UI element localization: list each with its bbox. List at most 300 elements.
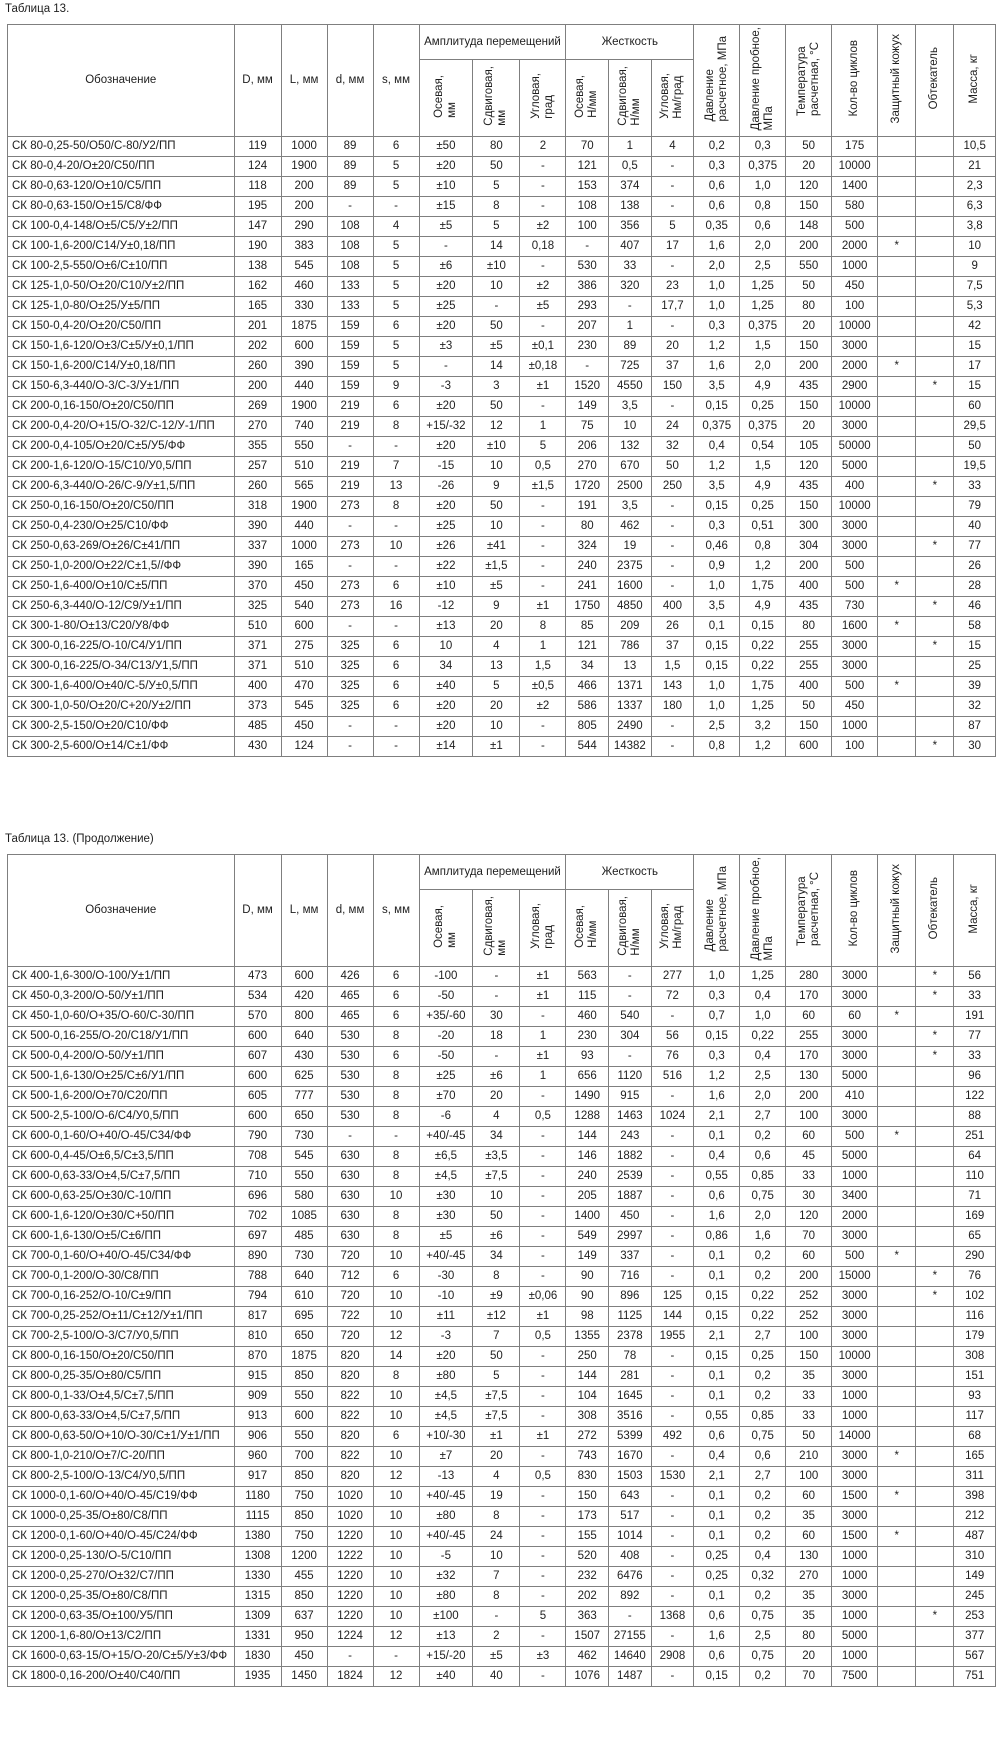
- cell-cover: [878, 1667, 916, 1687]
- cell-liner: [916, 437, 954, 457]
- cell-temperature: 200: [786, 1267, 832, 1287]
- table-row: [8, 1607, 996, 1627]
- cell-amp-axial: ±3: [419, 337, 473, 357]
- cell-cover: [878, 1427, 916, 1447]
- cell-designation: СК 1000-0,1-60/О+40/О-45/С19/ФФ: [8, 1487, 235, 1507]
- cell-L: 730: [281, 1127, 327, 1147]
- cell-mass: 245: [954, 1587, 996, 1607]
- cell-liner: *: [916, 1607, 954, 1627]
- cell-d: 159: [327, 337, 373, 357]
- cell-amp-axial: -15: [419, 457, 473, 477]
- cell-L: 545: [281, 697, 327, 717]
- cell-liner: [916, 557, 954, 577]
- cell-designation: СК 80-0,25-50/О50/С-80/У2/ПП: [8, 137, 235, 157]
- cell-stiff-angular: -: [651, 1447, 694, 1467]
- cell-d: 630: [327, 1167, 373, 1187]
- cell-amp-shear: 4: [473, 1467, 520, 1487]
- cell-s: 12: [373, 1627, 419, 1647]
- header-stiff-angular-label: Угловая, Нм/град: [659, 73, 685, 119]
- cell-temperature: 33: [786, 1167, 832, 1187]
- cell-d: 219: [327, 417, 373, 437]
- cell-amp-axial: ±5: [419, 1227, 473, 1247]
- cell-stiff-angular: 4: [651, 137, 694, 157]
- cell-stiff-shear: 1503: [609, 1467, 652, 1487]
- cell-stiff-shear: 725: [609, 357, 652, 377]
- cell-amp-axial: ±14: [419, 737, 473, 757]
- cell-amp-shear: -: [473, 987, 520, 1007]
- table-row: [8, 237, 996, 257]
- cell-stiff-shear: 19: [609, 537, 652, 557]
- cell-mass: 567: [954, 1647, 996, 1667]
- cell-pressure-calc: 1,0: [694, 297, 740, 317]
- cell-pressure-test: 1,2: [740, 557, 786, 577]
- cell-designation: СК 300-2,5-150/О±20/С10/ФФ: [8, 717, 235, 737]
- table-row: [8, 1547, 996, 1567]
- cell-stiff-angular: 50: [651, 457, 694, 477]
- cell-cover: [878, 1647, 916, 1667]
- cell-mass: 212: [954, 1507, 996, 1527]
- cell-amp-axial: -13: [419, 1467, 473, 1487]
- cell-cycles: 1000: [832, 1407, 878, 1427]
- cell-liner: [916, 1007, 954, 1027]
- cell-pressure-test: 0,2: [740, 1487, 786, 1507]
- cell-L: 730: [281, 1247, 327, 1267]
- table-row: [8, 1647, 996, 1667]
- cell-amp-angular: ±3: [520, 1647, 566, 1667]
- cell-stiff-angular: 143: [651, 677, 694, 697]
- cell-stiff-angular: 56: [651, 1027, 694, 1047]
- cell-amp-shear: 13: [473, 657, 520, 677]
- cell-pressure-calc: 0,55: [694, 1167, 740, 1187]
- cell-amp-axial: ±20: [419, 697, 473, 717]
- cell-pressure-calc: 1,0: [694, 967, 740, 987]
- cell-stiff-shear: 304: [609, 1027, 652, 1047]
- cell-cover: [878, 1347, 916, 1367]
- cell-stiff-axial: 108: [566, 197, 609, 217]
- cell-stiff-shear: -: [609, 1607, 652, 1627]
- cell-designation: СК 250-1,6-400/О±10/С±5/ПП: [8, 577, 235, 597]
- cell-stiff-angular: -: [651, 1407, 694, 1427]
- cell-amp-shear: 7: [473, 1327, 520, 1347]
- cell-designation: СК 700-0,1-60/О+40/О-45/С34/ФФ: [8, 1247, 235, 1267]
- cell-stiff-axial: 230: [566, 337, 609, 357]
- cell-D: 600: [234, 1027, 281, 1047]
- cell-pressure-test: 0,25: [740, 497, 786, 517]
- cell-pressure-test: 0,375: [740, 417, 786, 437]
- cell-designation: СК 300-0,16-225/О-34/С13/У1,5/ПП: [8, 657, 235, 677]
- table-row: [8, 1207, 996, 1227]
- table-row: [8, 1327, 996, 1347]
- cell-temperature: 35: [786, 1507, 832, 1527]
- cell-stiff-shear: 14382: [609, 737, 652, 757]
- cell-D: 890: [234, 1247, 281, 1267]
- cell-stiff-angular: -: [651, 1347, 694, 1367]
- cell-mass: 29,5: [954, 417, 996, 437]
- cell-pressure-calc: 0,15: [694, 1307, 740, 1327]
- cell-cover: [878, 197, 916, 217]
- cell-L: 777: [281, 1087, 327, 1107]
- cell-pressure-test: 0,3: [740, 137, 786, 157]
- cell-cycles: 2000: [832, 1207, 878, 1227]
- header-amp-shear-label: Сдвиговая, мм: [483, 66, 509, 126]
- cell-designation: СК 250-6,3-440/О-12/С9/У±1/ПП: [8, 597, 235, 617]
- cell-L: 440: [281, 517, 327, 537]
- cell-liner: [916, 1067, 954, 1087]
- cell-amp-axial: -100: [419, 967, 473, 987]
- cell-L: 1450: [281, 1667, 327, 1687]
- cell-amp-axial: ±11: [419, 1307, 473, 1327]
- cell-s: 9: [373, 377, 419, 397]
- cell-temperature: 100: [786, 1327, 832, 1347]
- cell-liner: [916, 1647, 954, 1667]
- cell-amp-angular: -: [520, 497, 566, 517]
- table-row: [8, 297, 996, 317]
- cell-d: 89: [327, 137, 373, 157]
- cell-amp-angular: ±0,18: [520, 357, 566, 377]
- cell-cover: [878, 417, 916, 437]
- cell-mass: 76: [954, 1267, 996, 1287]
- cell-stiff-angular: 150: [651, 377, 694, 397]
- cell-liner: [916, 1407, 954, 1427]
- cell-temperature: 550: [786, 257, 832, 277]
- cell-designation: СК 800-1,0-210/О±7/С-20/ПП: [8, 1447, 235, 1467]
- header-liner: [916, 855, 954, 967]
- cell-L: 600: [281, 617, 327, 637]
- cell-cover: [878, 1107, 916, 1127]
- cell-stiff-shear: 33: [609, 257, 652, 277]
- cell-D: 794: [234, 1287, 281, 1307]
- cell-d: -: [327, 617, 373, 637]
- cell-stiff-axial: 232: [566, 1567, 609, 1587]
- cell-temperature: 435: [786, 377, 832, 397]
- cell-d: 273: [327, 577, 373, 597]
- table-caption-continuation: Таблица 13. (Продолжение): [5, 833, 154, 845]
- cell-cycles: 1500: [832, 1527, 878, 1547]
- cell-L: 290: [281, 217, 327, 237]
- cell-amp-shear: 3: [473, 377, 520, 397]
- cell-d: 1220: [327, 1587, 373, 1607]
- cell-D: 485: [234, 717, 281, 737]
- cell-cycles: 10000: [832, 157, 878, 177]
- cell-amp-shear: ±7,5: [473, 1167, 520, 1187]
- cell-cover: [878, 1387, 916, 1407]
- cell-pressure-test: 0,15: [740, 617, 786, 637]
- cell-amp-axial: ±80: [419, 1507, 473, 1527]
- cell-stiff-axial: 207: [566, 317, 609, 337]
- cell-stiff-angular: -: [651, 1247, 694, 1267]
- cell-designation: СК 1600-0,63-15/О+15/О-20/С±5/У±3/ФФ: [8, 1647, 235, 1667]
- cell-cycles: 500: [832, 1247, 878, 1267]
- cell-stiff-axial: 93: [566, 1047, 609, 1067]
- cell-amp-angular: -: [520, 517, 566, 537]
- header-liner: [916, 25, 954, 137]
- cell-designation: СК 125-1,0-80/О±25/У±5/ПП: [8, 297, 235, 317]
- cell-cycles: 1000: [832, 257, 878, 277]
- cell-stiff-angular: 24: [651, 417, 694, 437]
- cell-amp-axial: -26: [419, 477, 473, 497]
- cell-temperature: 280: [786, 967, 832, 987]
- cell-amp-angular: -: [520, 1007, 566, 1027]
- cell-stiff-angular: 23: [651, 277, 694, 297]
- cell-amp-shear: ±7,5: [473, 1387, 520, 1407]
- cell-s: 5: [373, 277, 419, 297]
- table-row: [8, 277, 996, 297]
- cell-L: 550: [281, 1167, 327, 1187]
- cell-pressure-calc: 0,6: [694, 177, 740, 197]
- cell-s: 6: [373, 967, 419, 987]
- cell-D: 702: [234, 1207, 281, 1227]
- cell-temperature: 20: [786, 417, 832, 437]
- cell-temperature: 35: [786, 1587, 832, 1607]
- cell-mass: 169: [954, 1207, 996, 1227]
- cell-d: 219: [327, 457, 373, 477]
- cell-s: 10: [373, 1507, 419, 1527]
- cell-s: 16: [373, 597, 419, 617]
- header-mass-label: Масса, кг: [968, 53, 981, 104]
- cell-mass: 30: [954, 737, 996, 757]
- header-mass-label: Масса, кг: [968, 883, 981, 934]
- cell-designation: СК 800-0,63-33/О±4,5/С±7,5/ПП: [8, 1407, 235, 1427]
- cell-cover: [878, 377, 916, 397]
- cell-s: 8: [373, 1087, 419, 1107]
- cell-temperature: 255: [786, 1027, 832, 1047]
- cell-stiff-angular: -: [651, 1207, 694, 1227]
- cell-stiff-axial: 1076: [566, 1667, 609, 1687]
- cell-designation: СК 250-0,4-230/О±25/С10/ФФ: [8, 517, 235, 537]
- table-row: [8, 137, 996, 157]
- cell-pressure-test: 1,25: [740, 697, 786, 717]
- cell-temperature: 435: [786, 597, 832, 617]
- cell-stiff-shear: 1120: [609, 1067, 652, 1087]
- header-stiff-shear: [609, 60, 652, 137]
- cell-pressure-calc: 0,86: [694, 1227, 740, 1247]
- cell-s: 6: [373, 697, 419, 717]
- cell-stiff-axial: 240: [566, 1167, 609, 1187]
- cell-stiff-axial: 90: [566, 1287, 609, 1307]
- cell-amp-angular: -: [520, 557, 566, 577]
- cell-stiff-shear: 5399: [609, 1427, 652, 1447]
- cell-D: 318: [234, 497, 281, 517]
- cell-L: 200: [281, 197, 327, 217]
- table-row: [8, 217, 996, 237]
- cell-cover: [878, 1287, 916, 1307]
- cell-liner: [916, 1127, 954, 1147]
- cell-d: 273: [327, 597, 373, 617]
- header-liner-label: Обтекатель: [928, 877, 941, 940]
- cell-mass: 58: [954, 617, 996, 637]
- cell-pressure-test: 0,2: [740, 1507, 786, 1527]
- cell-mass: 93: [954, 1387, 996, 1407]
- cell-mass: 2,3: [954, 177, 996, 197]
- cell-s: 10: [373, 1247, 419, 1267]
- cell-pressure-test: 0,6: [740, 1447, 786, 1467]
- cell-s: 10: [373, 1407, 419, 1427]
- cell-amp-angular: ±1: [520, 597, 566, 617]
- cell-amp-angular: ±2: [520, 217, 566, 237]
- cell-temperature: 150: [786, 337, 832, 357]
- cell-mass: 42: [954, 317, 996, 337]
- cell-s: 6: [373, 397, 419, 417]
- cell-stiff-shear: 670: [609, 457, 652, 477]
- header-amp-axial-label: Осевая, мм: [432, 74, 458, 118]
- cell-L: 200: [281, 177, 327, 197]
- cell-stiff-angular: 26: [651, 617, 694, 637]
- cell-s: 6: [373, 637, 419, 657]
- cell-stiff-shear: -: [609, 297, 652, 317]
- table-row: [8, 517, 996, 537]
- cell-stiff-shear: 337: [609, 1247, 652, 1267]
- cell-amp-axial: ±20: [419, 317, 473, 337]
- cell-mass: 102: [954, 1287, 996, 1307]
- cell-pressure-calc: 0,25: [694, 1547, 740, 1567]
- cell-amp-angular: ±2: [520, 697, 566, 717]
- cell-cover: [878, 597, 916, 617]
- cell-pressure-calc: 0,4: [694, 1147, 740, 1167]
- cell-d: 530: [327, 1107, 373, 1127]
- cell-designation: СК 1200-0,63-35/О±100/У5/ПП: [8, 1607, 235, 1627]
- cell-designation: СК 800-0,16-150/О±20/С50/ПП: [8, 1347, 235, 1367]
- cell-temperature: 50: [786, 697, 832, 717]
- cell-pressure-test: 0,22: [740, 657, 786, 677]
- header-cover-label: Защитный кожух: [890, 33, 903, 124]
- cell-D: 370: [234, 577, 281, 597]
- cell-pressure-calc: 3,5: [694, 377, 740, 397]
- cell-liner: [916, 217, 954, 237]
- cell-pressure-test: 0,4: [740, 1047, 786, 1067]
- cell-d: 89: [327, 177, 373, 197]
- cell-amp-angular: 1: [520, 417, 566, 437]
- cell-stiff-axial: 75: [566, 417, 609, 437]
- cell-d: -: [327, 437, 373, 457]
- cell-amp-angular: -: [520, 197, 566, 217]
- cell-cycles: 10000: [832, 1347, 878, 1367]
- header-temperature: [786, 25, 832, 137]
- cell-amp-shear: ±3,5: [473, 1147, 520, 1167]
- cell-amp-shear: 9: [473, 477, 520, 497]
- cell-stiff-axial: 149: [566, 1247, 609, 1267]
- cell-amp-angular: ±5: [520, 297, 566, 317]
- cell-cycles: 3000: [832, 657, 878, 677]
- table-row: [8, 1407, 996, 1427]
- cell-cycles: 5000: [832, 1067, 878, 1087]
- cell-stiff-angular: 1,5: [651, 657, 694, 677]
- cell-cover: [878, 1367, 916, 1387]
- cell-L: 640: [281, 1027, 327, 1047]
- cell-d: 465: [327, 987, 373, 1007]
- cell-amp-angular: ±1: [520, 1307, 566, 1327]
- cell-stiff-shear: 132: [609, 437, 652, 457]
- cell-designation: СК 450-0,3-200/О-50/У±1/ПП: [8, 987, 235, 1007]
- header-designation: Обозначение: [8, 25, 235, 137]
- cell-amp-axial: ±30: [419, 1207, 473, 1227]
- cell-D: 913: [234, 1407, 281, 1427]
- cell-L: 1900: [281, 497, 327, 517]
- cell-s: 8: [373, 1167, 419, 1187]
- cell-pressure-test: 1,25: [740, 297, 786, 317]
- cell-d: 722: [327, 1307, 373, 1327]
- header-amp-axial: [419, 890, 473, 967]
- cell-designation: СК 200-0,4-20/О+15/О-32/С-12/У-1/ПП: [8, 417, 235, 437]
- cell-amp-shear: 10: [473, 517, 520, 537]
- cell-L: 383: [281, 237, 327, 257]
- header-cover: [878, 25, 916, 137]
- cell-stiff-shear: 1: [609, 137, 652, 157]
- cell-cover: [878, 1207, 916, 1227]
- cell-mass: 25: [954, 657, 996, 677]
- cell-stiff-angular: -: [651, 517, 694, 537]
- cell-stiff-axial: 1720: [566, 477, 609, 497]
- cell-amp-shear: ±7,5: [473, 1407, 520, 1427]
- cell-stiff-shear: 896: [609, 1287, 652, 1307]
- cell-liner: [916, 257, 954, 277]
- cell-amp-shear: -: [473, 1047, 520, 1067]
- cell-amp-shear: 8: [473, 1507, 520, 1527]
- cell-cover: [878, 987, 916, 1007]
- cell-liner: [916, 417, 954, 437]
- cell-stiff-shear: 0,5: [609, 157, 652, 177]
- cell-stiff-axial: 549: [566, 1227, 609, 1247]
- cell-liner: [916, 1487, 954, 1507]
- cell-D: 960: [234, 1447, 281, 1467]
- cell-liner: *: [916, 737, 954, 757]
- cell-liner: [916, 1547, 954, 1567]
- cell-stiff-angular: 32: [651, 437, 694, 457]
- cell-amp-axial: -50: [419, 1047, 473, 1067]
- cell-cover: [878, 1627, 916, 1647]
- cell-cycles: 1000: [832, 1647, 878, 1667]
- cell-D: 430: [234, 737, 281, 757]
- cell-d: 426: [327, 967, 373, 987]
- cell-cover: [878, 497, 916, 517]
- cell-temperature: 400: [786, 577, 832, 597]
- table-row: [8, 1087, 996, 1107]
- cell-mass: 117: [954, 1407, 996, 1427]
- cell-pressure-test: 0,375: [740, 157, 786, 177]
- cell-d: 1824: [327, 1667, 373, 1687]
- cell-liner: [916, 577, 954, 597]
- cell-D: 337: [234, 537, 281, 557]
- cell-stiff-axial: 308: [566, 1407, 609, 1427]
- cell-pressure-test: 0,6: [740, 1147, 786, 1167]
- cell-amp-angular: -: [520, 1507, 566, 1527]
- cell-stiff-angular: 2908: [651, 1647, 694, 1667]
- cell-stiff-angular: -: [651, 257, 694, 277]
- cell-pressure-calc: 0,1: [694, 1247, 740, 1267]
- cell-amp-shear: 80: [473, 137, 520, 157]
- cell-D: 371: [234, 657, 281, 677]
- cell-pressure-test: 2,0: [740, 1087, 786, 1107]
- cell-stiff-axial: 144: [566, 1127, 609, 1147]
- cell-stiff-shear: 462: [609, 517, 652, 537]
- cell-designation: СК 250-0,16-150/О±20/С50/ПП: [8, 497, 235, 517]
- cell-stiff-shear: 4850: [609, 597, 652, 617]
- cell-stiff-axial: 202: [566, 1587, 609, 1607]
- cell-cover: *: [878, 357, 916, 377]
- cell-cycles: 3000: [832, 967, 878, 987]
- cell-amp-axial: ±13: [419, 1627, 473, 1647]
- cell-s: 8: [373, 1227, 419, 1247]
- cell-cycles: 3000: [832, 1467, 878, 1487]
- cell-stiff-angular: -: [651, 157, 694, 177]
- cell-amp-angular: -: [520, 1627, 566, 1647]
- cell-stiff-axial: 146: [566, 1147, 609, 1167]
- cell-stiff-shear: 10: [609, 417, 652, 437]
- cell-d: 325: [327, 657, 373, 677]
- cell-stiff-angular: 37: [651, 637, 694, 657]
- cell-temperature: 252: [786, 1287, 832, 1307]
- cell-stiff-angular: 1368: [651, 1607, 694, 1627]
- cell-stiff-axial: 155: [566, 1527, 609, 1547]
